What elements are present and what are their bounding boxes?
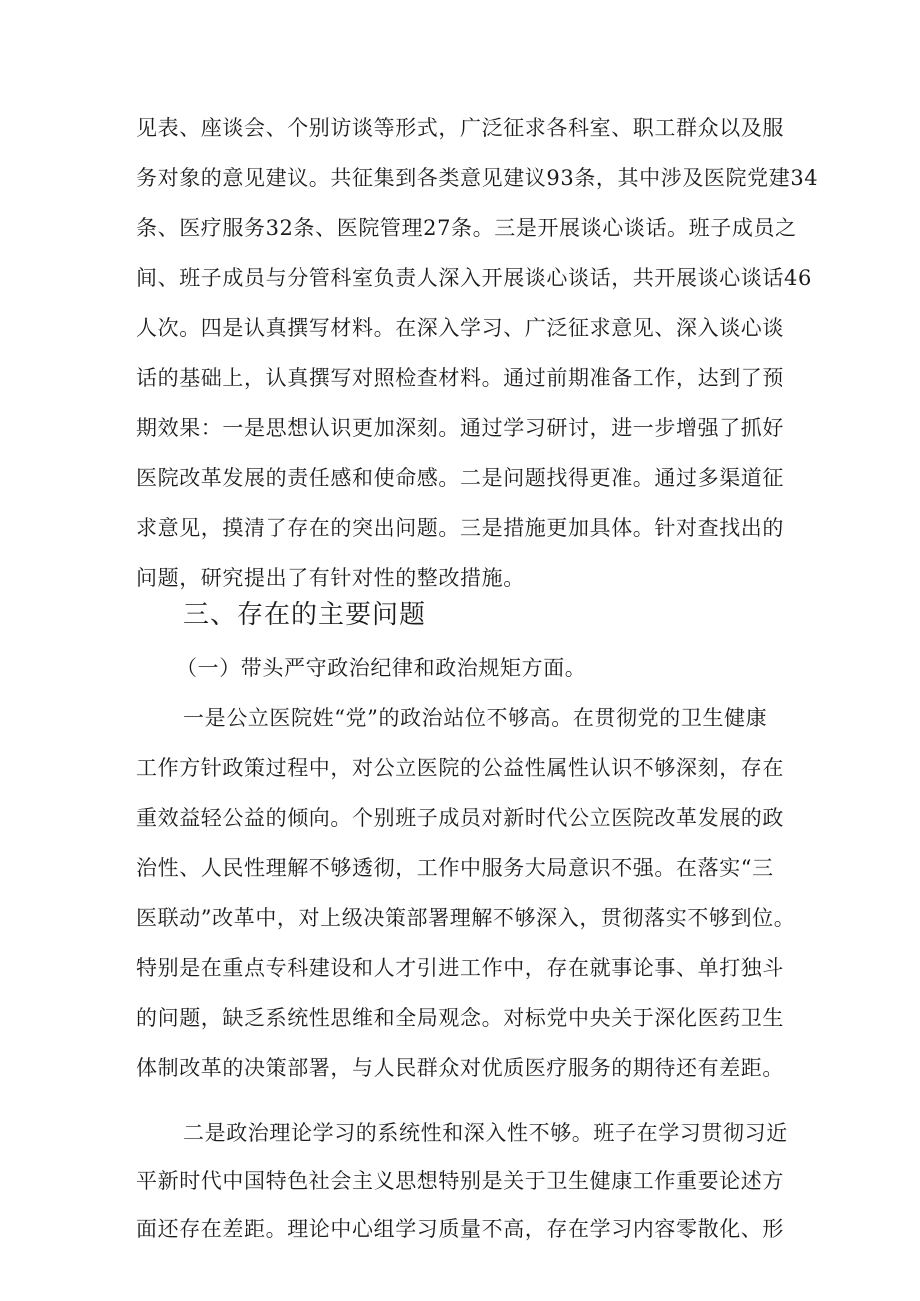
paragraph-line: 治性、人民性理解不够透彻，工作中服务大局意识不强。在落实“三 [136,856,774,880]
paragraph-line: 问题，研究提出了有针对性的整改措施。 [136,566,525,590]
paragraph-line: 人次。四是认真撰写材料。在深入学习、广泛征求意见、深入谈心谈 [136,316,784,340]
paragraph-line: 体制改革的决策部署，与人民群众对优质医疗服务的期待还有差距。 [136,1056,784,1080]
paragraph-line: 二是政治理论学习的系统性和深入性不够。班子在学习贯彻习近 [183,1121,788,1145]
paragraph-line: 工作方针政策过程中，对公立医院的公益性属性认识不够深刻，存在 [136,756,784,780]
paragraph-line: 的问题，缺乏系统性思维和全局观念。对标党中央关于深化医药卫生 [136,1006,784,1030]
paragraph-line: 特别是在重点专科建设和人才引进工作中，存在就事论事、单打独斗 [136,956,784,980]
paragraph-line: 医联动”改革中，对上级决策部署理解不够深入，贯彻落实不够到位。 [136,906,796,930]
paragraph-line: 见表、座谈会、个别访谈等形式，广泛征求各科室、职工群众以及服 [136,116,784,140]
paragraph-line: 面还存在差距。理论中心组学习质量不高，存在学习内容零散化、形 [136,1217,784,1241]
section-heading: 三、存在的主要问题 [183,600,427,630]
paragraph-line: 医院改革发展的责任感和使命感。二是问题找得更准。通过多渠道征 [136,466,784,490]
paragraph-line: 务对象的意见建议。共征集到各类意见建议93条，其中涉及医院党建34 [136,166,819,190]
subsection-heading: （一）带头严守政治纪律和政治规矩方面。 [176,656,587,680]
paragraph-line: 一是公立医院姓“党”的政治站位不够高。在贯彻党的卫生健康 [183,706,768,730]
paragraph-line: 期效果：一是思想认识更加深刻。通过学习研讨，进一步增强了抓好 [136,416,784,440]
paragraph-line: 话的基础上，认真撰写对照检查材料。通过前期准备工作，达到了预 [136,366,784,390]
paragraph-line: 平新时代中国特色社会主义思想特别是关于卫生健康工作重要论述方 [136,1169,784,1193]
paragraph-line: 重效益轻公益的倾向。个别班子成员对新时代公立医院改革发展的政 [136,806,784,830]
paragraph-line: 间、班子成员与分管科室负责人深入开展谈心谈话，共开展谈心谈话46 [136,266,812,290]
paragraph-line: 条、医疗服务32条、医院管理27条。三是开展谈心谈话。班子成员之 [136,216,797,240]
paragraph-line: 求意见，摸清了存在的突出问题。三是措施更加具体。针对查找出的 [136,516,784,540]
